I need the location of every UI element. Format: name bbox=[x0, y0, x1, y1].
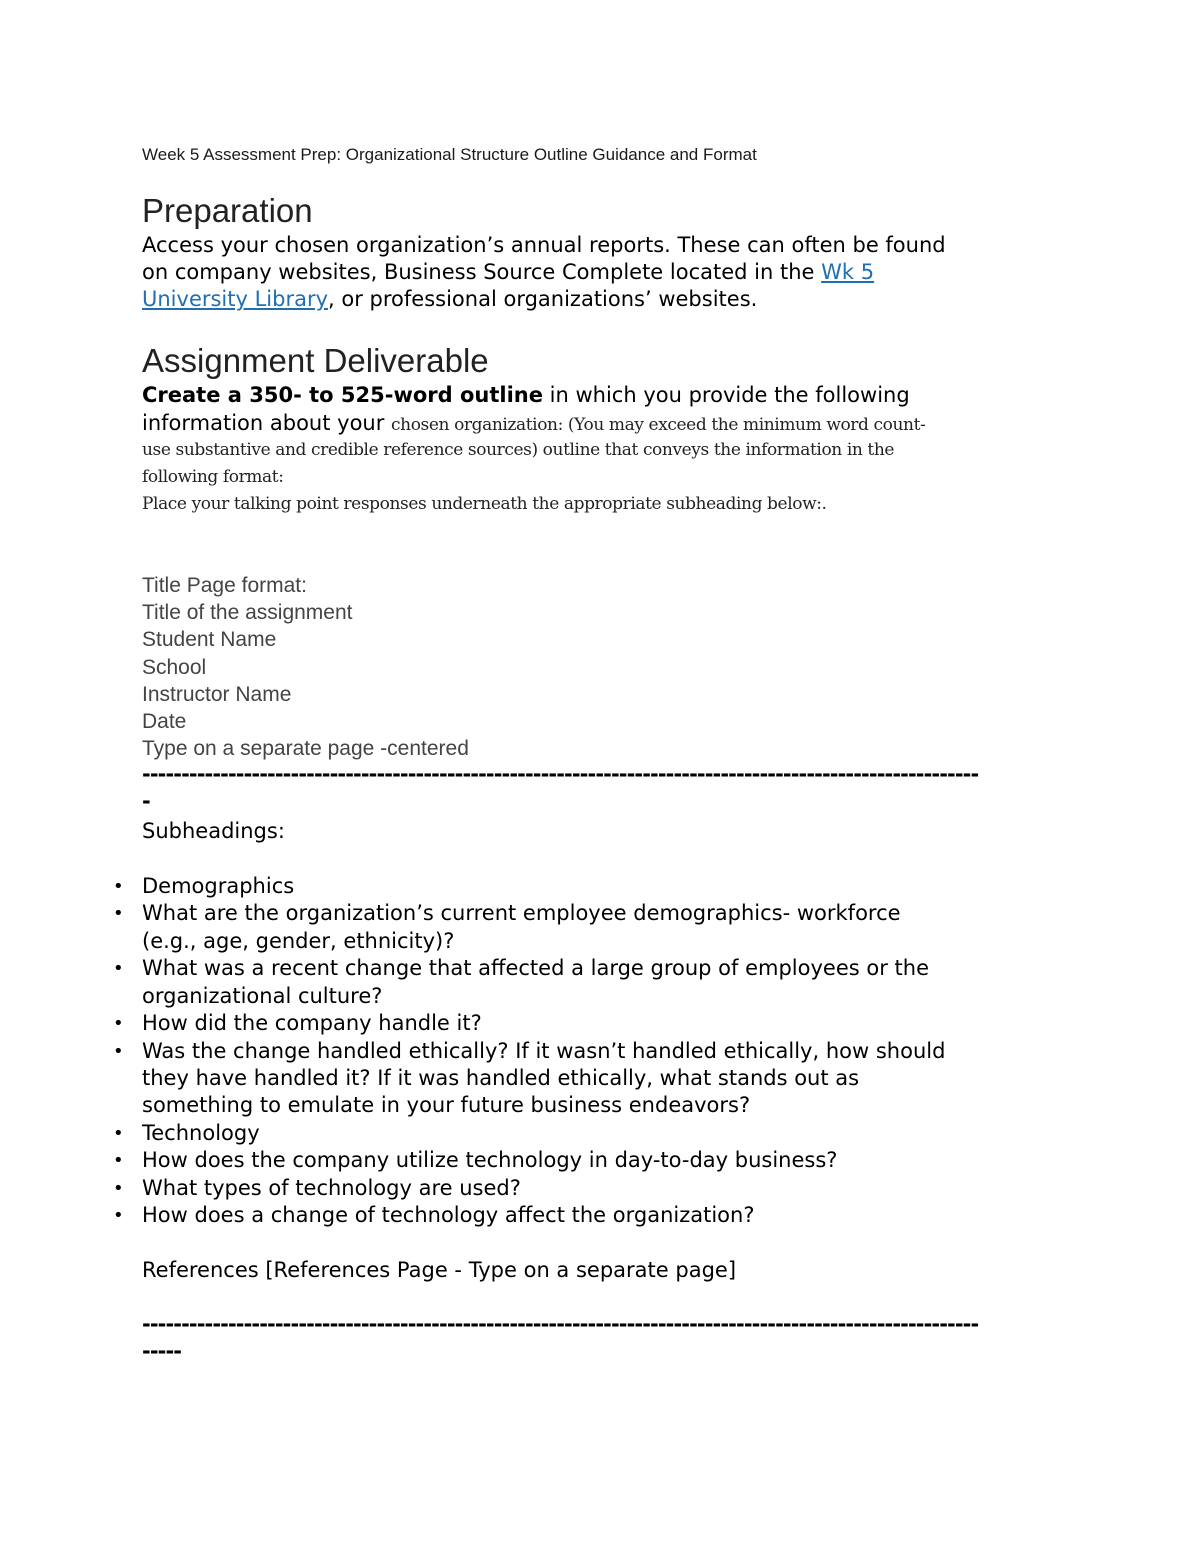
list-item-continuation: (e.g., age, gender, ethnicity)? bbox=[142, 929, 455, 953]
deliverable-bold-lead: Create a 350- to 525-word outline bbox=[142, 383, 543, 407]
deliverable-line-3: use substantive and credible reference sources) outline that conveys the information in the bbox=[142, 440, 895, 460]
title-page-date: Date bbox=[142, 710, 187, 733]
list-item: What was a recent change that affected a large group of employees or the bbox=[142, 956, 929, 980]
preparation-line-2 bbox=[142, 259, 874, 286]
bullet-icon: • bbox=[113, 958, 124, 979]
deliverable-line-4: following format: bbox=[142, 467, 284, 487]
list-item: Was the change handled ethically? If it wasn’t handled ethically, how should bbox=[142, 1039, 946, 1063]
bullet-icon: • bbox=[113, 1013, 124, 1034]
list-item: How does the company utilize technology in day-to-day business? bbox=[142, 1148, 838, 1172]
list-item-continuation: they have handled it? If it was handled ethically, what stands out as bbox=[142, 1066, 860, 1090]
preparation-line-3-text: , or professional organizations’ websites. bbox=[328, 287, 758, 311]
references-label: References [References Page - Type on a separate page] bbox=[142, 1258, 737, 1282]
list-item: What types of technology are used? bbox=[142, 1176, 521, 1200]
bullet-icon: • bbox=[113, 1150, 124, 1171]
list-item: How does a change of technology affect the organization? bbox=[142, 1203, 755, 1227]
separator-line: ----------------------------------------------------------------------------------------------------------- bbox=[142, 762, 979, 786]
title-page-format: Title Page format: bbox=[142, 574, 307, 597]
list-item-continuation: organizational culture? bbox=[142, 984, 383, 1008]
title-page-note: Type on a separate page -centered bbox=[142, 737, 469, 760]
deliverable-line-2 bbox=[142, 410, 925, 437]
list-item: Demographics bbox=[142, 874, 295, 898]
bullet-icon: • bbox=[113, 903, 124, 924]
separator-line-tail: - bbox=[142, 789, 150, 813]
bullet-icon: • bbox=[113, 1178, 124, 1199]
title-page-student: Student Name bbox=[142, 628, 277, 651]
separator-line: ----------------------------------------------------------------------------------------------------------- bbox=[142, 1312, 979, 1336]
list-item-continuation: something to emulate in your future business endeavors? bbox=[142, 1093, 751, 1117]
list-item: How did the company handle it? bbox=[142, 1011, 482, 1035]
deliverable-line-1 bbox=[142, 382, 910, 409]
title-page-instructor: Instructor Name bbox=[142, 683, 292, 706]
title-page-assignment: Title of the assignment bbox=[142, 601, 353, 624]
bullet-icon: • bbox=[113, 1205, 124, 1226]
deliverable-line-5: Place your talking point responses underneath the appropriate subheading below:. bbox=[142, 494, 827, 514]
list-item: What are the organization’s current employee demographics- workforce bbox=[142, 901, 901, 925]
document-title: Week 5 Assessment Prep: Organizational Structure Outline Guidance and Format bbox=[142, 145, 757, 164]
title-page-school: School bbox=[142, 656, 207, 679]
preparation-heading: Preparation bbox=[142, 192, 313, 229]
bullet-icon: • bbox=[113, 1123, 124, 1144]
preparation-line-2-text: on company websites, Business Source Complete located in the bbox=[142, 260, 822, 284]
bullet-icon: • bbox=[113, 876, 124, 897]
deliverable-line-2-serif: chosen organization: (You may exceed the minimum word count- bbox=[391, 415, 926, 435]
deliverable-line-2-sans: information about your bbox=[142, 411, 392, 435]
university-library-link[interactable]: University Library bbox=[142, 287, 329, 311]
preparation-line-1: Access your chosen organization’s annual reports. These can often be found bbox=[142, 233, 946, 257]
bullet-icon: • bbox=[113, 1041, 124, 1062]
preparation-line-3 bbox=[142, 286, 757, 313]
subheadings-label: Subheadings: bbox=[142, 819, 285, 843]
deliverable-line-1-rest: in which you provide the following bbox=[542, 383, 910, 407]
list-item: Technology bbox=[142, 1121, 260, 1145]
separator-line-tail: ----- bbox=[142, 1339, 182, 1363]
deliverable-heading: Assignment Deliverable bbox=[142, 342, 489, 379]
university-library-link-part1[interactable]: Wk 5 bbox=[821, 260, 875, 284]
